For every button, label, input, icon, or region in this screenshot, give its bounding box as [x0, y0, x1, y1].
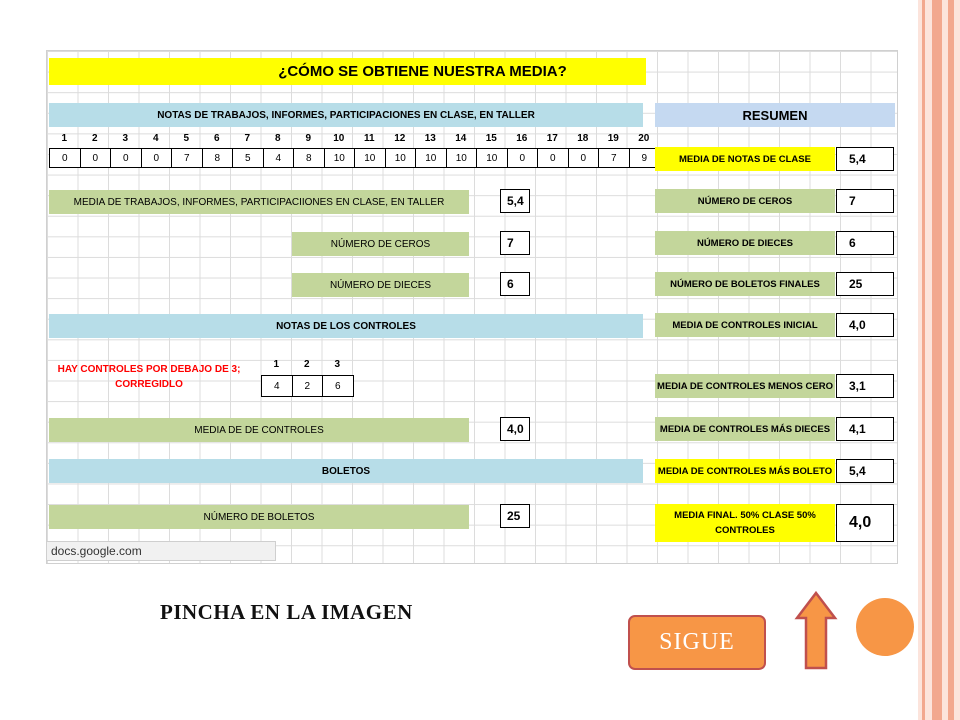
grade-cell[interactable]: 7 [171, 148, 203, 168]
grade-cell[interactable]: 0 [49, 148, 81, 168]
summary-label: MEDIA DE CONTROLES MÁS BOLETO [655, 459, 835, 483]
controles-warning [49, 359, 249, 395]
column-number: 13 [424, 132, 436, 144]
instruction-text: PINCHA EN LA IMAGEN [160, 600, 413, 624]
summary-label: MEDIA DE CONTROLES MENOS CERO [655, 374, 835, 398]
column-number: 15 [485, 132, 497, 144]
summary-value: 5,4 [836, 147, 894, 171]
summary-value: 5,4 [836, 459, 894, 483]
boletos-header: BOLETOS [49, 459, 643, 483]
source-caption: docs.google.com [46, 541, 276, 561]
column-number: 2 [91, 132, 98, 144]
control-column-number: 1 [273, 358, 280, 370]
numero-dieces-label: NÚMERO DE DIECES [292, 273, 469, 297]
column-number: 11 [363, 132, 375, 144]
grade-cell[interactable]: 0 [537, 148, 569, 168]
grade-cell[interactable]: 10 [415, 148, 447, 168]
grade-cell[interactable]: 4 [263, 148, 295, 168]
summary-label: NÚMERO DE BOLETOS FINALES [655, 272, 835, 296]
spreadsheet-image[interactable] [46, 50, 898, 564]
numero-ceros-label: NÚMERO DE CEROS [292, 232, 469, 256]
summary-label: MEDIA DE NOTAS DE CLASE [655, 147, 835, 171]
numero-ceros-value: 7 [500, 231, 530, 255]
control-column-number: 2 [303, 358, 310, 370]
control-grade-cell[interactable]: 4 [261, 375, 293, 397]
summary-label: NÚMERO DE DIECES [655, 231, 835, 255]
column-number: 10 [333, 132, 345, 144]
summary-value: 4,0 [836, 504, 894, 542]
column-number: 19 [607, 132, 619, 144]
control-grade-cell[interactable]: 2 [292, 375, 324, 397]
column-number: 17 [546, 132, 558, 144]
column-number: 14 [455, 132, 467, 144]
circle-icon[interactable] [856, 598, 914, 656]
grade-cell[interactable]: 8 [202, 148, 234, 168]
resumen-header: RESUMEN [655, 103, 895, 127]
grade-cell[interactable]: 10 [385, 148, 417, 168]
column-number: 8 [274, 132, 281, 144]
summary-label: NÚMERO DE CEROS [655, 189, 835, 213]
grade-cell[interactable]: 10 [354, 148, 386, 168]
summary-label: MEDIA DE CONTROLES INICIAL [655, 313, 835, 337]
grade-cell[interactable]: 5 [232, 148, 264, 168]
grade-cell[interactable]: 10 [324, 148, 356, 168]
column-number: 3 [122, 132, 129, 144]
media-trabajos-value: 5,4 [500, 189, 530, 213]
numero-dieces-value: 6 [500, 272, 530, 296]
grade-cell[interactable]: 9 [629, 148, 661, 168]
grade-cell[interactable]: 0 [507, 148, 539, 168]
decorative-stripes [918, 0, 960, 720]
sigue-button[interactable]: SIGUE [628, 615, 766, 670]
grade-cell[interactable]: 0 [110, 148, 142, 168]
controles-warning-line-2: CORREGIDLO [115, 379, 183, 390]
up-arrow-icon[interactable] [794, 590, 838, 670]
media-trabajos-label: MEDIA DE TRABAJOS, INFORMES, PARTICIPACIIONES EN CLASE, EN TALLER [49, 190, 469, 214]
media-controles-value: 4,0 [500, 417, 530, 441]
numero-boletos-value: 25 [500, 504, 530, 528]
column-number: 5 [183, 132, 190, 144]
numero-boletos-label: NÚMERO DE BOLETOS [49, 505, 469, 529]
grade-cell[interactable]: 7 [598, 148, 630, 168]
controles-header: NOTAS DE LOS CONTROLES [49, 314, 643, 338]
column-number: 9 [305, 132, 312, 144]
summary-value: 4,0 [836, 313, 894, 337]
media-controles-label: MEDIA DE DE CONTROLES [49, 418, 469, 442]
controles-warning-line-1: HAY CONTROLES POR DEBAJO DE 3; [57, 364, 241, 375]
grade-cell[interactable]: 0 [141, 148, 173, 168]
control-grade-cell[interactable]: 6 [322, 375, 354, 397]
column-number: 4 [152, 132, 159, 144]
grade-cell[interactable]: 10 [446, 148, 478, 168]
notes-header: NOTAS DE TRABAJOS, INFORMES, PARTICIPACIONES EN CLASE, EN TALLER [49, 103, 643, 127]
grade-cell[interactable]: 0 [80, 148, 112, 168]
summary-value: 6 [836, 231, 894, 255]
grade-cell[interactable]: 8 [293, 148, 325, 168]
sheet-title: ¿CÓMO SE OBTIENE NUESTRA MEDIA? [49, 58, 646, 85]
summary-value: 4,1 [836, 417, 894, 441]
column-number: 7 [244, 132, 251, 144]
column-number: 18 [577, 132, 589, 144]
grade-cell[interactable]: 10 [476, 148, 508, 168]
column-number: 12 [394, 132, 406, 144]
column-number: 16 [516, 132, 528, 144]
summary-label: MEDIA DE CONTROLES MÁS DIECES [655, 417, 835, 441]
summary-label: MEDIA FINAL. 50% CLASE 50% CONTROLES [655, 504, 835, 542]
control-column-number: 3 [334, 358, 341, 370]
summary-value: 3,1 [836, 374, 894, 398]
column-number: 20 [638, 132, 650, 144]
summary-value: 7 [836, 189, 894, 213]
summary-value: 25 [836, 272, 894, 296]
grade-cell[interactable]: 0 [568, 148, 600, 168]
column-number: 1 [61, 132, 68, 144]
column-number: 6 [213, 132, 220, 144]
